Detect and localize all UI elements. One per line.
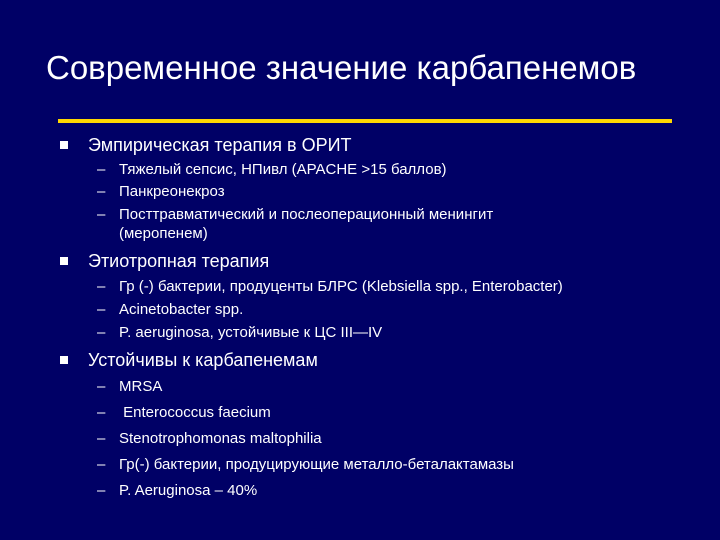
dash-icon: – [97,430,106,447]
sub-item [97,160,447,179]
sub-item-text: Панкреонекроз [119,183,225,200]
dash-icon: – [97,161,106,178]
bullet-resistant [60,349,318,371]
sub-item-text: Enterococcus faecium [119,404,271,421]
sub-item [97,455,514,474]
bullet-heading: Эмпирическая терапия в ОРИТ [88,135,352,155]
sub-item-text: Гр(-) бактерии, продуцирующие металло-беталактамазы [119,456,514,473]
sub-item [97,377,162,396]
bullet-heading: Устойчивы к карбапенемам [88,350,318,370]
dash-icon: – [97,301,106,318]
sub-item-text: Stenotrophomonas maltophilia [119,430,322,447]
sub-item-line: Посттравматический и послеоперационный менингит [119,206,494,223]
sub-item [97,403,271,422]
sub-item-text: P. aeruginosa, устойчивые к ЦС III—IV [119,324,383,341]
sub-item [97,300,243,319]
bullet-etiotropic-therapy [60,250,269,272]
sub-item [97,277,563,296]
dash-icon: – [97,324,106,341]
sub-item [97,323,382,342]
square-bullet-icon [60,356,68,364]
dash-icon: – [97,278,106,295]
slide-title: Современное значение карбапенемов [46,49,637,86]
title-underline [58,119,672,123]
sub-item-text: Тяжелый сепсис, НПивл (APACHE >15 баллов) [119,161,447,178]
dash-icon: – [97,206,106,223]
sub-item-line: (меропенем) [119,225,208,242]
sub-item [97,205,493,243]
dash-icon: – [97,378,106,395]
dash-icon: – [97,183,106,200]
square-bullet-icon [60,257,68,265]
bullet-empiric-therapy [60,134,352,156]
bullet-heading: Этиотропная терапия [88,251,270,271]
sub-item [97,481,257,500]
dash-icon: – [97,482,106,499]
sub-item-text [119,205,493,243]
sub-item-text: P. Aeruginosa – 40% [119,482,258,499]
dash-icon: – [97,456,106,473]
dash-icon: – [97,404,106,421]
sub-item-text: Гр (-) бактерии, продуценты БЛРС (Klebsiella spp., Enterobacter) [119,278,563,295]
square-bullet-icon [60,141,68,149]
sub-item-text: MRSA [119,378,163,395]
sub-item-text: Acinetobacter spp. [119,301,244,318]
sub-item [97,182,225,201]
sub-item [97,429,322,448]
